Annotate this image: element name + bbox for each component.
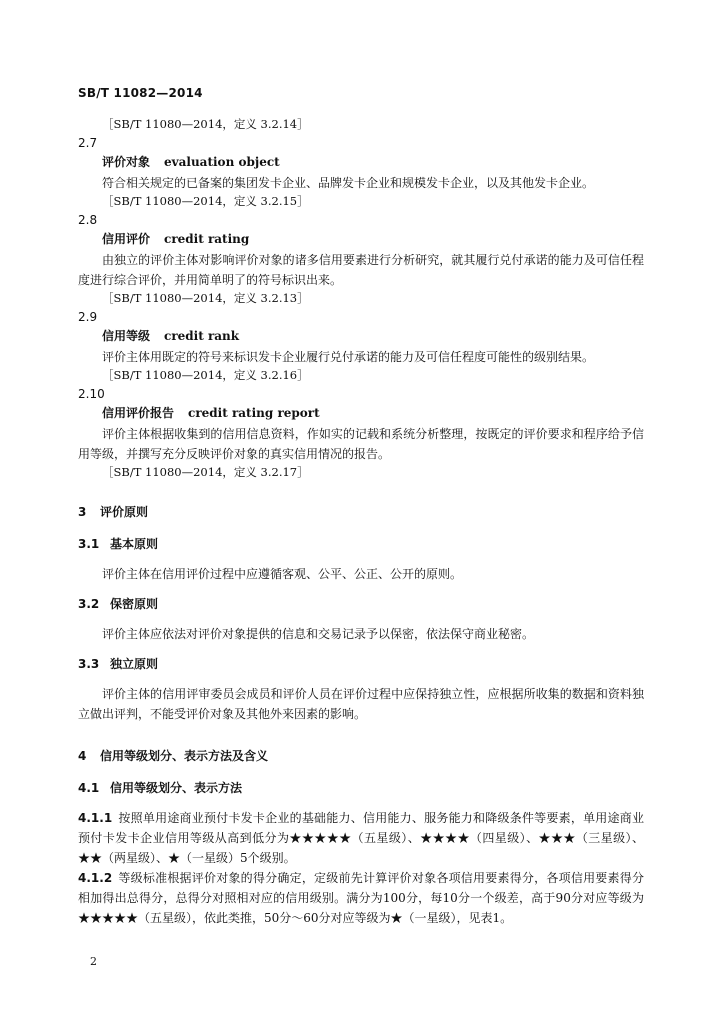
- term-english: credit rating: [164, 232, 250, 246]
- clause-text: 按照单用途商业预付卡发卡企业的基础能力、信用能力、服务能力和降级条件等要素，单用途商业预付卡发卡企业信用等级从高到低分为★★★★★（五星级）、★★★★（四星级）、★★★（三星级）、★★（两星级）、★（一星级）5个级别。: [78, 811, 644, 865]
- page-content: [78, 116, 644, 928]
- subsection-number: 3.3: [78, 657, 100, 671]
- clause-number: 4.1.2: [78, 871, 113, 885]
- definition-text: 评价主体根据收集到的信用信息资料，作如实的记载和系统分析整理，按既定的评价要求和程序给予信用等级，并撰写充分反映评价对象的真实信用情况的报告。: [78, 427, 644, 461]
- page-number: 2: [90, 955, 97, 968]
- definition-term: [102, 405, 644, 421]
- subsection-number: 3.2: [78, 597, 100, 611]
- term-english: credit rank: [164, 329, 240, 343]
- section-number: 4: [78, 749, 87, 763]
- section-title: 评价原则: [100, 505, 149, 519]
- clause-paragraph: [78, 808, 644, 868]
- subsection-heading: [78, 780, 644, 796]
- section-heading: [78, 504, 644, 520]
- standard-code-header: SB/T 11082—2014: [78, 86, 203, 100]
- clause-number: 4.1.1: [78, 811, 113, 825]
- subsection-heading: [78, 536, 644, 552]
- subsection-heading: [78, 656, 644, 672]
- section-heading: [78, 748, 644, 764]
- definition-reference: ［SB/T 11080—2014，定义 3.2.16］: [102, 368, 309, 382]
- term-chinese: 评价对象: [102, 155, 151, 169]
- term-chinese: 信用评价: [102, 232, 151, 246]
- subsection-number: 4.1: [78, 781, 100, 795]
- subsection-heading: [78, 596, 644, 612]
- definition-number: 2.8: [78, 213, 98, 227]
- body-paragraph: 评价主体的信用评审委员会成员和评价人员在评价过程中应保持独立性，应根据所收集的数据和资料独立做出评判，不能受评价对象及其他外来因素的影响。: [78, 687, 644, 721]
- section-number: 3: [78, 505, 87, 519]
- definition-text: 评价主体用既定的符号来标识发卡企业履行兑付承诺的能力及可信任程度可能性的级别结果。: [102, 350, 595, 364]
- subsection-number: 3.1: [78, 537, 100, 551]
- definition-text: 由独立的评价主体对影响评价对象的诸多信用要素进行分析研究，就其履行兑付承诺的能力及可信任程度进行综合评价，并用简单明了的符号标识出来。: [78, 253, 644, 287]
- term-chinese: 信用评价报告: [102, 406, 175, 420]
- definition-term: [102, 154, 644, 170]
- term-english: credit rating report: [188, 406, 320, 420]
- clause-text: 等级标准根据评价对象的得分确定，定级前先计算评价对象各项信用要素得分，各项信用要素得分相加得出总得分，总得分对照相对应的信用级别。满分为100分，每10分一个级差，高于90分对应等级为★★★★★（五星级），依此类推，50分～60分对应等级为★（一星级），见表1。: [78, 871, 644, 925]
- subsection-title: 基本原则: [110, 537, 159, 551]
- term-english: evaluation object: [164, 155, 280, 169]
- definition-reference: ［SB/T 11080—2014，定义 3.2.17］: [102, 465, 309, 479]
- definition-reference: ［SB/T 11080—2014，定义 3.2.15］: [102, 194, 309, 208]
- definition-number: 2.9: [78, 310, 98, 324]
- body-paragraph: 评价主体在信用评价过程中应遵循客观、公平、公正、公开的原则。: [102, 567, 463, 581]
- definition-term: [102, 231, 644, 247]
- subsection-title: 保密原则: [110, 597, 159, 611]
- definition-number: 2.7: [78, 136, 98, 150]
- definition-text: 符合相关规定的已备案的集团发卡企业、品牌发卡企业和规模发卡企业，以及其他发卡企业。: [102, 176, 595, 190]
- section-title: 信用等级划分、表示方法及含义: [100, 749, 269, 763]
- term-chinese: 信用等级: [102, 329, 151, 343]
- definition-number: 2.10: [78, 387, 105, 401]
- definition-reference: ［SB/T 11080—2014，定义 3.2.13］: [102, 291, 309, 305]
- clause-paragraph: [78, 868, 644, 928]
- subsection-title: 信用等级划分、表示方法: [110, 781, 243, 795]
- definition-reference: ［SB/T 11080—2014，定义 3.2.14］: [102, 117, 309, 131]
- subsection-title: 独立原则: [110, 657, 159, 671]
- definition-term: [102, 328, 644, 344]
- body-paragraph: 评价主体应依法对评价对象提供的信息和交易记录予以保密，依法保守商业秘密。: [102, 627, 535, 641]
